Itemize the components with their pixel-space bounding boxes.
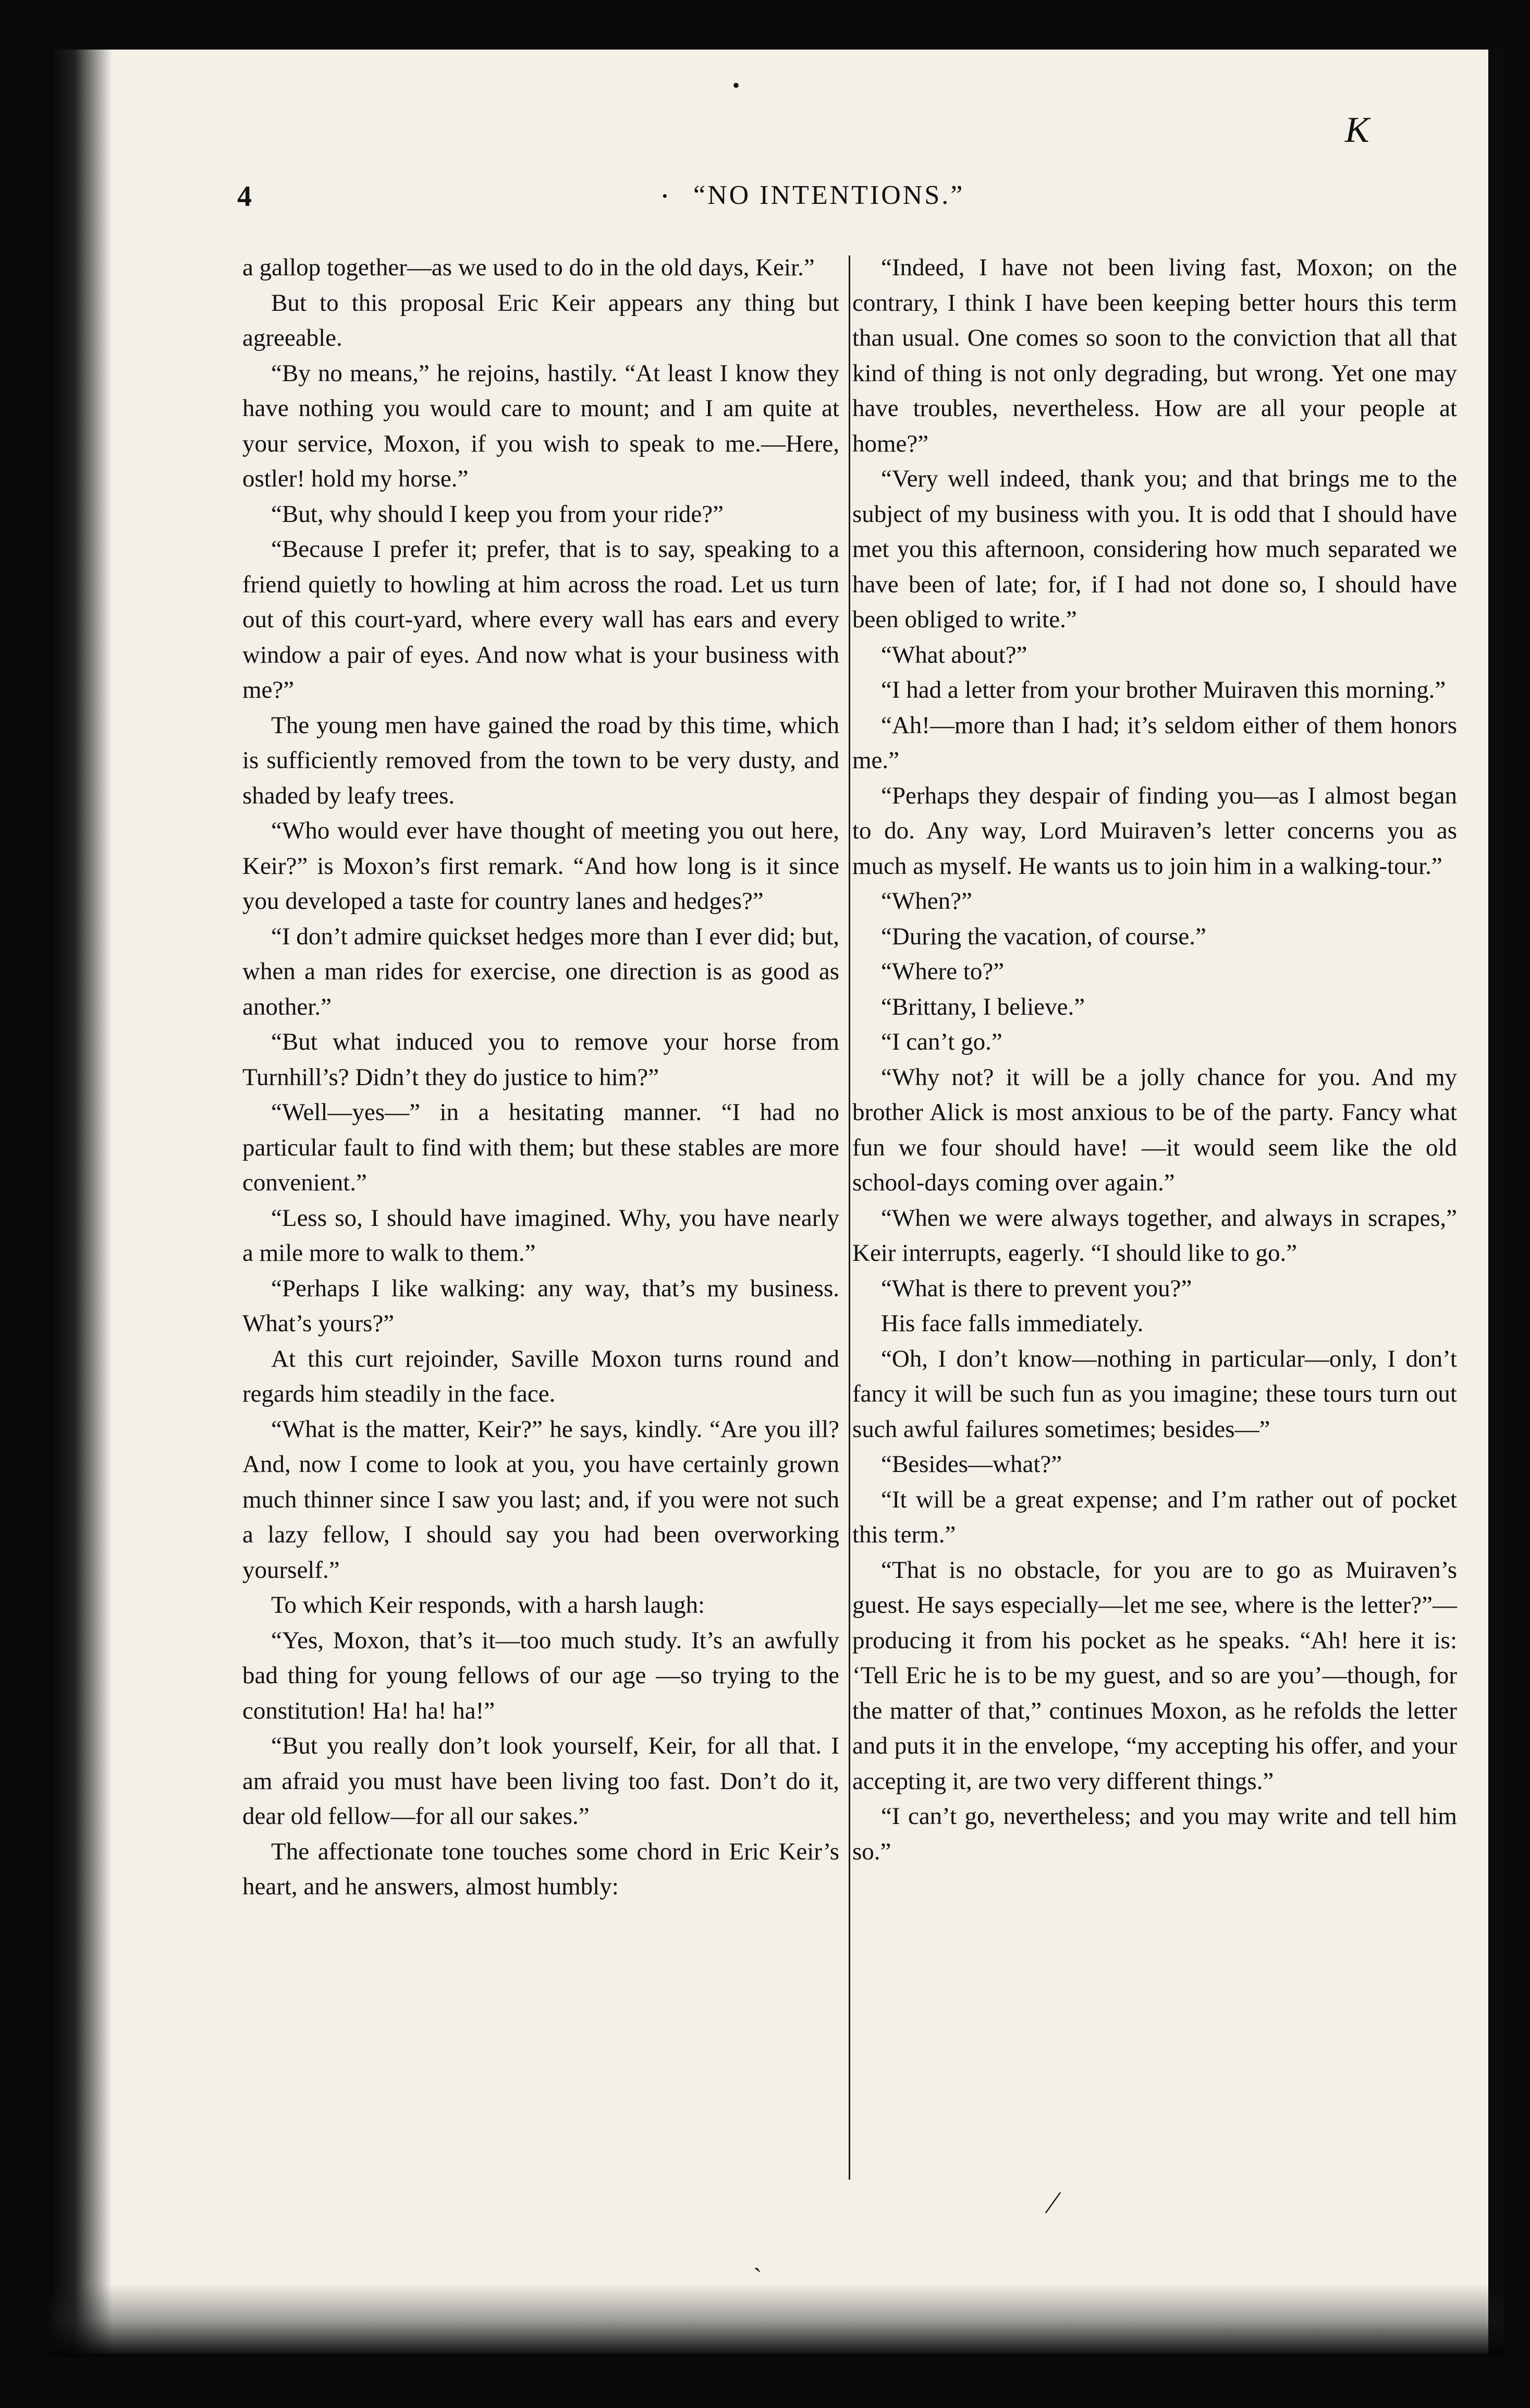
corner-pencil-mark: K (1345, 110, 1369, 150)
paragraph: “When we were always together, and always in scrapes,” Keir interrupts, eagerly. “I should like to go.” (852, 1204, 1457, 1267)
paragraph: “Besides—what?” (881, 1451, 1062, 1478)
paragraph: “Well—yes—” in a hesitating manner. “I had no particular fault to find with them; but these stables are more convenient.” (242, 1099, 839, 1196)
paragraph: “I don’t admire quickset hedges more than I ever did; but, when a man rides for exercise, one direction is as good as another.” (242, 922, 839, 1020)
page-number: 4 (237, 180, 252, 213)
paragraph: “I can’t go.” (881, 1028, 1002, 1055)
pencil-tick: ˎ (753, 2243, 762, 2272)
page-edge-shadow-bottom (50, 2284, 1504, 2357)
page-edge-shadow-left (50, 50, 112, 2354)
paragraph: “But you really don’t look yourself, Keir, for all that. I am afraid you must have been living too fast. Don’t do it, dear old fellow—for all our sakes.” (242, 1732, 839, 1830)
paragraph: “Who would ever have thought of meeting you out here, Keir?” is Moxon’s first remark. “And how long is it since you developed a taste for country lanes and hedges?” (242, 817, 839, 915)
ink-speck: • (732, 74, 740, 97)
paragraph: The young men have gained the road by this time, which is sufficiently removed from the town to be very dusty, and shaded by leafy trees. (242, 711, 839, 809)
paragraph: “Less so, I should have imagined. Why, you have nearly a mile more to walk to them.” (242, 1204, 839, 1267)
paragraph: “By no means,” he rejoins, hastily. “At least I know they have nothing you would care to mount; and I am quite at your service, Moxon, if you wish to speak to me.—Here, ostler! hold my horse.” (242, 359, 839, 492)
paragraph: “Yes, Moxon, that’s it—too much study. It’s an awfully bad thing for young fellows of our age —so trying to the constitution! Ha! ha! ha!” (242, 1626, 839, 1724)
page-edge-shadow-right (1488, 50, 1504, 2354)
paragraph: “But, why should I keep you from your ride?” (271, 500, 724, 528)
ink-speck: • (662, 188, 668, 205)
paragraph: “Ah!—more than I had; it’s seldom either of them honors me.” (852, 711, 1457, 774)
paragraph: At this curt rejoinder, Saville Moxon turns round and regards him steadily in the face. (242, 1345, 839, 1407)
paragraph: “I had a letter from your brother Muiraven this morning.” (881, 676, 1446, 703)
paragraph: “When?” (881, 887, 972, 915)
paragraph: The affectionate tone touches some chord in Eric Keir’s heart, and he answers, almost humbly: (242, 1838, 839, 1900)
paragraph: To which Keir responds, with a harsh laugh: (271, 1591, 705, 1619)
paragraph: “What is the matter, Keir?” he says, kindly. “Are you ill? And, now I come to look at you, you have certainly grown much thinner since I saw you last; and, if you were not such a lazy fellow, I should say you had been overworking yourself.” (242, 1415, 839, 1584)
paragraph: “It will be a great expense; and I’m rather out of pocket this term.” (852, 1486, 1457, 1548)
paragraph: “Brittany, I believe.” (881, 993, 1085, 1020)
paragraph: “Perhaps I like walking: any way, that’s my business. What’s yours?” (242, 1274, 839, 1337)
paragraph: “But what induced you to remove your horse from Turnhill’s? Didn’t they do justice to him?” (242, 1028, 839, 1091)
paragraph: “Oh, I don’t know—nothing in particular—only, I don’t fancy it will be such fun as you imagine; these tours turn out such awful failures sometimes; besides—” (852, 1345, 1457, 1443)
column-divider (849, 256, 850, 2180)
paragraph: “What is there to prevent you?” (881, 1274, 1192, 1302)
running-head: “NO INTENTIONS.” (693, 180, 965, 210)
paragraph: “I can’t go, nevertheless; and you may write and tell him so.” (852, 1803, 1457, 1865)
paragraph: But to this proposal Eric Keir appears any thing but agreeable. (242, 289, 839, 351)
paragraph: “Where to?” (881, 958, 1005, 985)
paragraph: “During the vacation, of course.” (881, 922, 1206, 950)
paragraph: “Perhaps they despair of finding you—as I almost began to do. Any way, Lord Muiraven’s letter concerns you as much as myself. He wants us to join him in a walking-tour.” (852, 782, 1457, 880)
paragraph: “What about?” (881, 641, 1027, 668)
left-column (242, 250, 839, 1905)
right-column (852, 250, 1457, 1869)
paragraph: “That is no obstacle, for you are to go as Muiraven’s guest. He says especially—let me see, where is the letter?”—producing it from his pocket as he speaks. “Ah! here it is: ‘Tell Eric he is to be my guest, and so are you’—though, for the matter of that,” continues Moxon, as he refolds the letter and puts it in the envelope, “my accepting his offer, and your accepting it, are two very different things.” (852, 1556, 1457, 1795)
pencil-tick: ⁄ (1050, 2185, 1056, 2220)
paragraph: His face falls immediately. (881, 1310, 1144, 1337)
paragraph: “Indeed, I have not been living fast, Moxon; on the contrary, I think I have been keeping better hours this term than usual. One comes so soon to the conviction that all that kind of thing is not only degrading, but wrong. Yet one may have troubles, nevertheless. How are all your people at home?” (852, 254, 1457, 457)
paragraph: “Because I prefer it; prefer, that is to say, speaking to a friend quietly to howling at him across the road. Let us turn out of this court-yard, where every wall has ears and every window a pair of eyes. And now what is your business with me?” (242, 536, 839, 703)
paragraph: “Why not? it will be a jolly chance for you. And my brother Alick is most anxious to be of the party. Fancy what fun we four should have! —it would seem like the old school-days coming over again.” (852, 1063, 1457, 1196)
paragraph: a gallop together—as we used to do in the old days, Keir.” (242, 254, 815, 281)
paragraph: “Very well indeed, thank you; and that brings me to the subject of my business with you. It is odd that I should have met you this afternoon, considering how much separated we have been of late; for, if I had not done so, I should have been obliged to write.” (852, 465, 1457, 633)
